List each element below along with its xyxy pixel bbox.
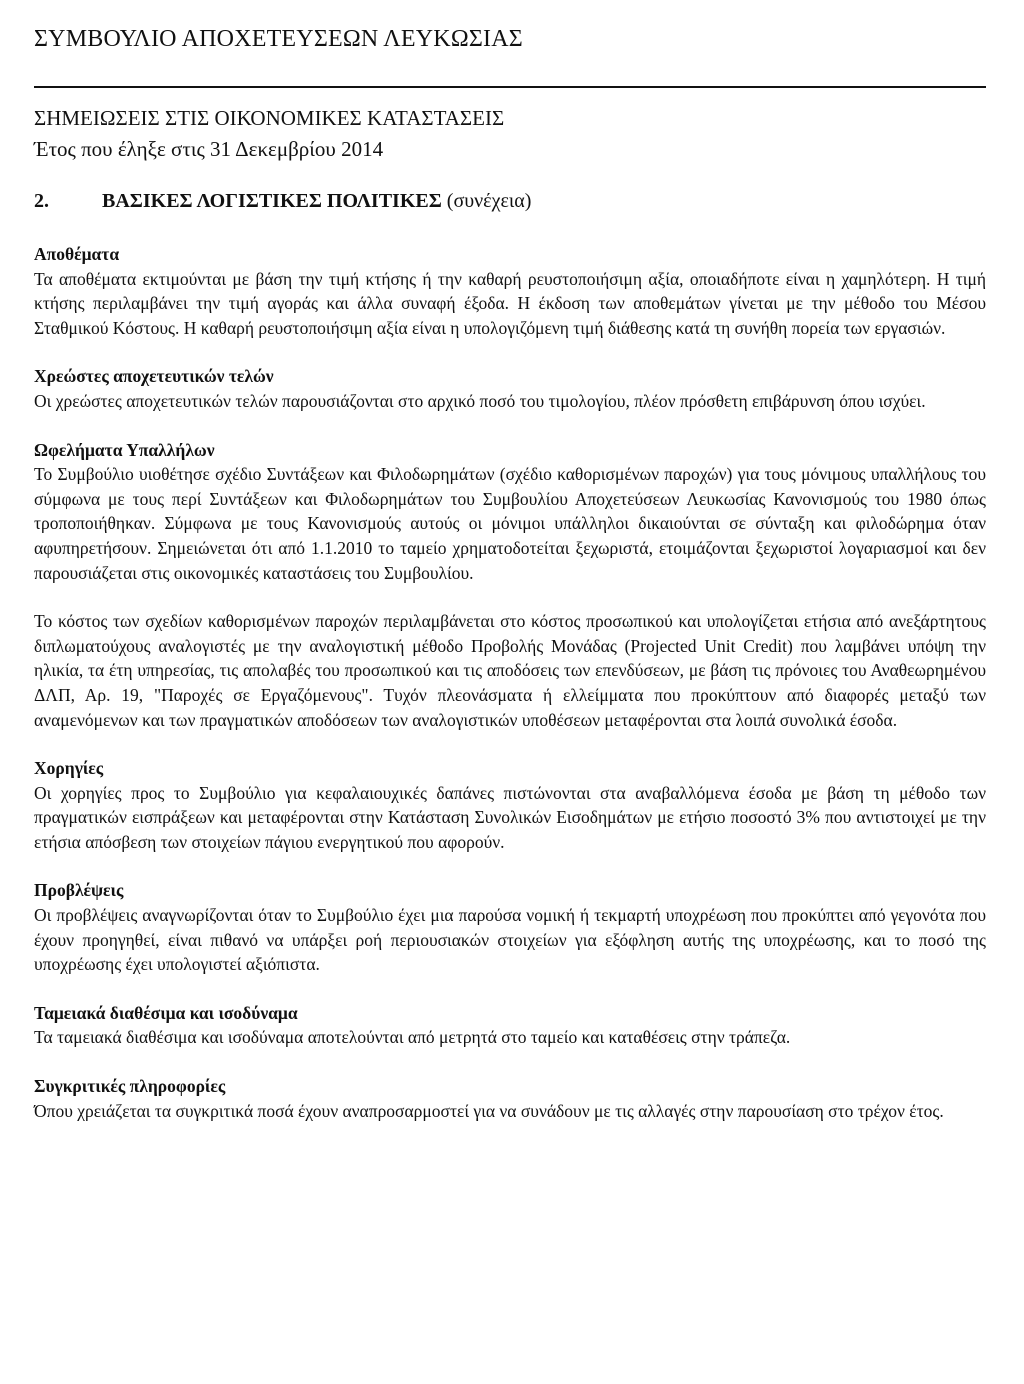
- policy-paragraph: Όπου χρειάζεται τα συγκριτικά ποσά έχουν αναπροσαρμοστεί για να συνάδουν με τις αλλαγές στην παρουσίαση στο τρέχον έτος.: [34, 1100, 944, 1121]
- policy-paragraph: Οι χορηγίες προς το Συμβούλιο για κεφαλαιουχικές δαπάνες πιστώνονται στα αναβαλλόμενα έσοδα με βάση τη μέθοδο των πραγματικών εισπράξεων και μεταφέρονται στην Κατάσταση Συνολικών Εισοδημάτων με ετήσιο ποσοστό 3% που αντιστοιχεί με την ετήσια απόσβεση των στοιχείων πάγιου ενεργητικού που αφορούν.: [34, 782, 986, 852]
- document-title: ΣΗΜΕΙΩΣΕΙΣ ΣΤΙΣ ΟΙΚΟΝΟΜΙΚΕΣ ΚΑΤΑΣΤΑΣΕΙΣ: [34, 106, 505, 130]
- policy-heading: Ωφελήματα Υπαλλήλων: [34, 439, 215, 460]
- policy-heading: Προβλέψεις: [34, 880, 124, 901]
- policy-heading: Χρεώστες αποχετευτικών τελών: [34, 366, 274, 387]
- policy-paragraph: Το Συμβούλιο υιοθέτησε σχέδιο Συντάξεων και Φιλοδωρημάτων (σχέδιο καθορισμένων παροχών) για τους μόνιμους υπαλλήλους του σύμφωνα με τους περί Συντάξεων και Φιλοδωρημάτων του Συμβουλίου Αποχετεύσεων Λευκωσίας Κανονισμούς του 1980 όπως τροποποιήθηκαν. Σύμφωνα με τους Κανονισμούς αυτούς οι μόνιμοι υπάλληλοι δικαιούνται σε σύνταξη και φιλοδώρημα όταν αφυπηρετήσουν. Σημειώνεται ότι από 1.1.2010 το ταμείο χρηματοδοτείται ξεχωριστά, ετοιμάζονται ξεχωριστοί λογαριασμοί και δεν παρουσιάζεται στις οικονομικές καταστάσεις του Συμβουλίου.: [34, 464, 986, 583]
- policy-block-comparatives: [34, 1074, 986, 1123]
- policy-block-employee-benefits: [34, 438, 986, 733]
- policy-heading: Ταμειακά διαθέσιμα και ισοδύναμα: [34, 1002, 298, 1023]
- policy-paragraph: Οι χρεώστες αποχετευτικών τελών παρουσιάζονται στο αρχικό ποσό του τιμολογίου, πλέον πρόσθετη επιβάρυνση όπου ισχύει.: [34, 390, 926, 411]
- policy-heading: Χορηγίες: [34, 758, 104, 779]
- policy-heading: Συγκριτικές πληροφορίες: [34, 1076, 226, 1097]
- section-title: ΒΑΣΙΚΕΣ ΛΟΓΙΣΤΙΚΕΣ ΠΟΛΙΤΙΚΕΣ: [102, 190, 442, 212]
- policy-paragraph: Τα ταμειακά διαθέσιμα και ισοδύναμα αποτελούνται από μετρητά στο ταμείο και καταθέσεις στην τράπεζα.: [34, 1027, 791, 1048]
- policies-body: [34, 242, 986, 1123]
- policy-paragraph: Τα αποθέματα εκτιμούνται με βάση την τιμή κτήσης ή την καθαρή ρευστοποιήσιμη αξία, οποιαδήποτε είναι η χαμηλότερη. Η τιμή κτήσης περιλαμβάνει την τιμή αγοράς και άλλα συναφή έξοδα. Η έκδοση των αποθεμάτων γίνεται με την μέθοδο του Μέσου Σταθμικού Κόστους. Η καθαρή ρευστοποιήσιμη αξία είναι η υπολογιζόμενη τιμή διάθεσης κατά τη συνήθη πορεία των εργασιών.: [34, 268, 986, 338]
- header-rule: [34, 86, 986, 88]
- section-number: 2.: [34, 190, 49, 212]
- section-heading: [34, 190, 531, 213]
- section-continued: (συνέχεια): [446, 190, 532, 212]
- policy-heading: Αποθέματα: [34, 244, 120, 264]
- policy-block-receivables: [34, 364, 986, 413]
- policy-block-provisions: [34, 878, 986, 976]
- policy-block-inventories: [34, 242, 986, 340]
- policy-paragraph: Το κόστος των σχεδίων καθορισμένων παροχών περιλαμβάνεται στο κόστος προσωπικού και υπολογίζεται ετήσια από ανεξάρτητους διπλωματούχους αναλογιστές με την αναλογιστική μέθοδο Προβολής Μονάδας (Projected Unit Credit) που λαμβάνει υπόψη την ηλικία, τα έτη υπηρεσίας, τις απολαβές του προσωπικού και τις αποδόσεις των επενδύσεων, με βάση τις πρόνοιες του Αναθεωρημένου ΔΛΠ, Αρ. 19, "Παροχές σε Εργαζόμενους". Τυχόν πλεονάσματα ή ελλείμματα που προκύπτουν από διαφορές μεταξύ των αναμενόμενων και των πραγματικών αποδόσεων των αναλογιστικών υποθέσεων μεταφέρονται στα λοιπά συνολικά έσοδα.: [34, 611, 986, 730]
- document-period: Έτος που έληξε στις 31 Δεκεμβρίου 2014: [34, 137, 384, 161]
- organization-title: ΣΥΜΒΟΥΛΙΟ ΑΠΟΧΕΤΕΥΣΕΩΝ ΛΕΥΚΩΣΙΑΣ: [34, 26, 523, 52]
- policy-block-grants: [34, 756, 986, 854]
- policy-paragraph: Οι προβλέψεις αναγνωρίζονται όταν το Συμβούλιο έχει μια παρούσα νομική ή τεκμαρτή υποχρέωση που προκύπτει από γεγονότα που έχουν προηγηθεί, είναι πιθανό να υπάρξει ροή περιουσιακών στοιχείων για εξόφληση αυτής της υποχρέωσης, και το ποσό της υποχρέωσης έχει υπολογιστεί αξιόπιστα.: [34, 905, 986, 975]
- policy-block-cash: [34, 1001, 986, 1050]
